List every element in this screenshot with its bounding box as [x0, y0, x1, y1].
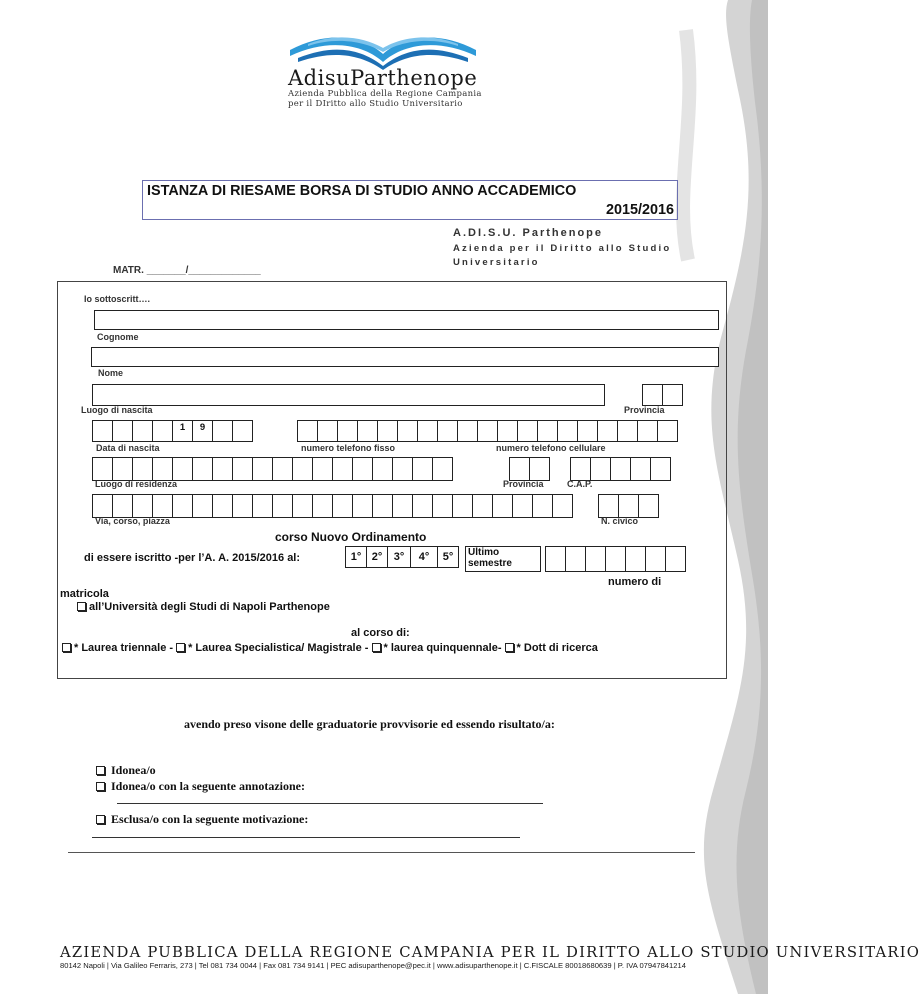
universita-option[interactable] — [77, 601, 330, 613]
option-esclusa[interactable]: Esclusa/o con la seguente motivazione: — [96, 812, 308, 827]
civico-cells[interactable] — [598, 494, 658, 518]
anno-1[interactable]: 1° — [345, 546, 367, 568]
adisu-logo-icon — [288, 28, 478, 70]
numero-di-label: numero di — [608, 576, 662, 588]
logo-name: AdisuParthenope — [288, 66, 478, 90]
option-dottorato[interactable]: * Dott di ricerca — [505, 642, 598, 654]
anno-corso-boxes[interactable] — [345, 546, 458, 568]
cap-cells[interactable] — [570, 457, 670, 481]
name-input-line[interactable] — [94, 310, 719, 330]
option-laurea-specialistica[interactable]: * Laurea Specialistica/ Magistrale - — [176, 642, 371, 654]
footer-org-name: AZIENDA PUBBLICA DELLA REGIONE CAMPANIA PER IL DIRITTO ALLO STUDIO UNIVERSITARIO — [60, 944, 920, 961]
provincia-residenza-cells[interactable] — [509, 457, 549, 481]
checkbox-icon — [505, 643, 514, 652]
telefono-fisso-label: numero telefono fisso — [301, 443, 396, 453]
option-laurea-quinquennale[interactable]: * laurea quinquennale- — [372, 642, 505, 654]
footer-contact-info: 80142 Napoli | Via Galileo Ferraris, 273 | Tel 081 734 0044 | Fax 081 734 9141 | PEC adisuparthenope@pec.it | www.adisuparthenope.it | C.FISCALE 80018680639 | P. IVA 07947841214 — [60, 961, 686, 970]
birth-year-digit-1: 1 — [172, 420, 193, 442]
graduatoria-intro: avendo preso visone delle graduatorie provvisorie ed essendo risultato/a: — [184, 717, 555, 731]
anno-2[interactable]: 2° — [366, 546, 388, 568]
cap-label: C.A.P. — [567, 479, 593, 489]
org-full-name: Azienda per il Diritto allo Studio Universitario — [453, 243, 672, 268]
checkbox-icon — [372, 643, 381, 652]
universita-label: all’Università degli Studi di Napoli Parthenope — [89, 601, 330, 613]
luogo-residenza-label: Luogo di residenza — [95, 479, 178, 489]
annotazione-line[interactable] — [117, 803, 543, 804]
data-nascita-label: Data di nascita — [96, 443, 160, 453]
checkbox-icon — [176, 643, 185, 652]
ultimo-label: Ultimo — [468, 547, 500, 558]
iscritto-text: di essere iscritto -per l’A. A. 2015/2016 al: — [84, 552, 301, 564]
anno-5[interactable]: 5° — [437, 546, 459, 568]
motivazione-line[interactable] — [92, 837, 520, 838]
numero-matricola-cells[interactable] — [545, 546, 685, 572]
checkbox-icon — [77, 602, 86, 611]
logo-subtitle-1: Azienda Pubblica della Regione Campania — [288, 89, 482, 99]
civico-label: N. civico — [601, 516, 639, 526]
org-name: A.DI.S.U. Parthenope — [453, 227, 604, 239]
corso-heading: corso Nuovo Ordinamento — [275, 530, 427, 544]
cognome-input[interactable] — [91, 347, 719, 367]
al-corso-label: al corso di: — [351, 627, 410, 639]
birth-year-digit-2: 9 — [192, 420, 213, 442]
checkbox-icon — [96, 815, 105, 824]
checkbox-icon — [96, 782, 105, 791]
provincia-residenza-label: Provincia — [503, 479, 544, 489]
title-line-2: 2015/2016 — [605, 202, 674, 218]
ultimo-semestre-box[interactable] — [465, 546, 541, 572]
checkbox-icon — [96, 766, 105, 775]
anno-4[interactable]: 4° — [410, 546, 438, 568]
telefono-cellulare-label: numero telefono cellulare — [496, 443, 606, 453]
provincia-label: Provincia — [624, 405, 665, 415]
luogo-nascita-label: Luogo di nascita — [81, 405, 153, 415]
luogo-residenza-cells[interactable] — [92, 457, 452, 481]
anno-3[interactable]: 3° — [387, 546, 411, 568]
divider — [68, 852, 695, 853]
via-label: Via, corso, piazza — [95, 516, 170, 526]
matricola-label: matricola — [60, 588, 109, 600]
nome-label: Nome — [98, 368, 124, 378]
cognome-label: Cognome — [97, 332, 139, 342]
option-laurea-triennale[interactable]: * Laurea triennale - — [62, 642, 176, 654]
via-cells[interactable] — [92, 494, 572, 518]
semestre-label: semestre — [468, 558, 512, 569]
option-idonea[interactable]: Idonea/o — [96, 763, 156, 778]
option-idonea-annotazione[interactable]: Idonea/o con la seguente annotazione: — [96, 779, 305, 794]
tipo-laurea-options — [62, 642, 598, 654]
io-sottoscritto-label: Io sottoscritt…. — [84, 294, 151, 304]
checkbox-icon — [62, 643, 71, 652]
luogo-nascita-input[interactable] — [92, 384, 605, 406]
title-line-1: ISTANZA DI RIESAME BORSA DI STUDIO ANNO ACCADEMICO — [147, 183, 577, 199]
form-title — [142, 180, 678, 220]
logo-subtitle-2: per il DIritto allo Studio Universitario — [288, 99, 463, 109]
matr-field[interactable]: MATR. _______/_____________ — [113, 265, 261, 276]
telefono-fisso-cells[interactable] — [297, 420, 677, 442]
data-nascita-cells[interactable] — [92, 420, 252, 442]
provincia-nascita-cells[interactable] — [642, 384, 682, 406]
